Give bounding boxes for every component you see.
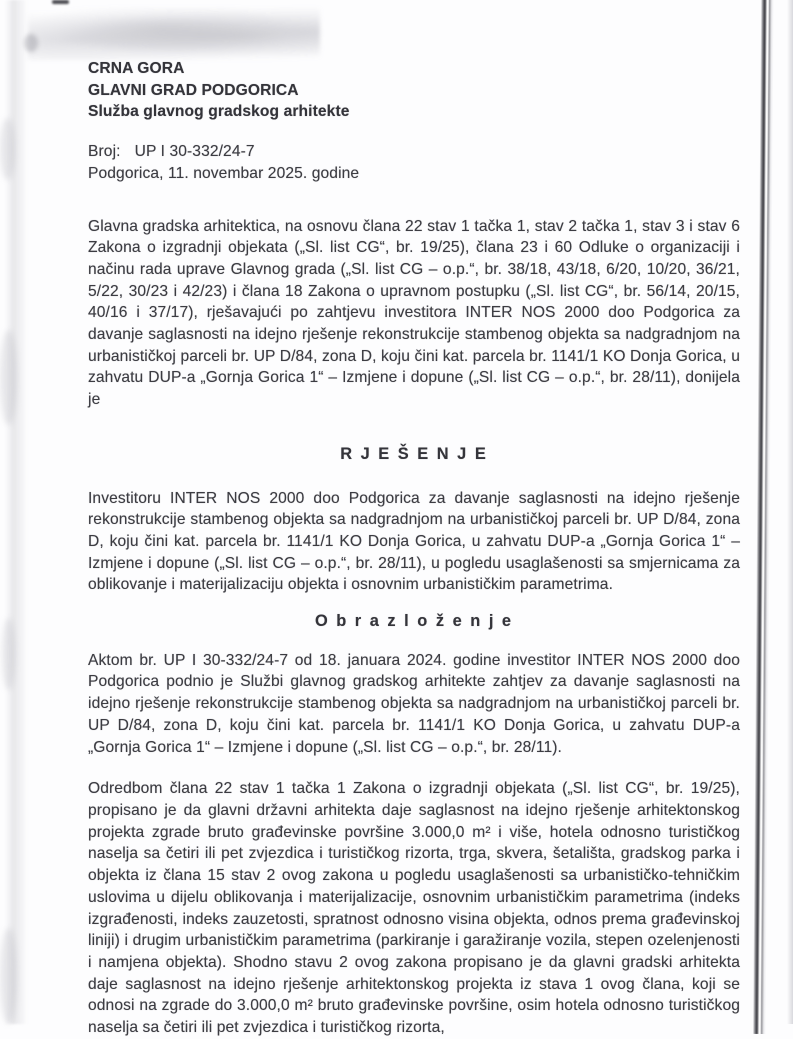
rationale-paragraph-1: Aktom br. UP I 30-332/24-7 od 18. januara 2024. godine investitor INTER NOS 2000 doo Podgorica podnio je Službi glavnog gradskog arhitekte zahtjev za davanje saglasnosti na idejno rješenje rekonstrukcije stambenog objekta sa nadgradnjom na urbanističkoj parceli br. UP D/84, zona D, koju čini kat. parcela br. 1141/1 KO Donja Gorica, u zahvatu DUP-a „Gornja Gorica 1“ – Izmjene i dopune („Sl. list CG – o.p.“, br. 28/11). [88,651,740,756]
scan-left-smudge [2,618,15,690]
reference-block [88,141,740,184]
rationale-paragraph-2: Odredbom člana 22 stav 1 tačka 1 Zakona o izgradnji objekata („Sl. list CG“, br. 19/25), propisano je da glavni državni arhitekta daje saglasnost na idejno rješenje arhitektonskog projekta zgrade bruto građevinske površine 3.000,0 m² i više, hotela odnosno turističkog naselja sa četiri ili pet zvjezdica i turističkog rizorta, trga, skvera, šetališta, gradskog parka i objekta iz člana 15 stav 2 ovog zakona u pogledu usaglašenosti sa urbanističko-tehničkim uslovima u dijelu oblikovanja i materijalizacije, osnovnim urbanističkim parametrima (indeks izgrađenosti, indeks zauzetosti, spratnost odnosno visina objekta, odnos prema građevinskoj liniji) i drugim urbanističkim parametrima (parkiranje i garažiranje vozila, stepen ozelenjenosti i namjena objekta). Shodno stavu 2 ovog zakona propisano je da glavni gradski arhitekta daje saglasnost na idejno rješenje arhitektonskog projekta iz stava 1 ovog člana, koji se odnosi na zgrade do 3.000,0 m² bruto građevinske površine, osim hotela odnosno turističkog naselja sa četiri ili pet zvjezdica i turističkog rizorta, [88,780,740,1037]
scan-left-edge-shadow [5,0,28,1024]
letterhead-city: GLAVNI GRAD PODGORICA [88,81,299,99]
place-date-line: Podgorica, 11. novembar 2025. godine [88,164,360,182]
scan-top-mark-small [24,34,38,52]
scan-top-mark [52,0,69,4]
letterhead-country: CRNA GORA [88,60,185,77]
reference-label: Broj: [88,143,121,161]
scan-right-edge-shadow [787,0,793,1024]
rationale-heading: O b r a z l o ž e n j e [314,612,514,631]
scan-left-smudge [0,330,17,425]
reference-number-line [88,141,740,163]
intro-paragraph: Glavna gradska arhitektica, na osnovu člana 22 stav 1 tačka 1, stav 2 tačka 1, stav 3 i stav 6 Zakona o izgradnji objekata („Sl. list CG“, br. 19/25), člana 23 i 60 Odluke o organizaciji i načinu rada uprave Glavnog grada („Sl. list CG – o.p.“, br. 38/18, 43/18, 6/20, 10/20, 36/21, 5/22, 30/23 i 42/23) i člana 18 Zakona o upravnom postupku („Sl. list CG“, br. 56/14, 20/15, 40/16 i 37/17), rješavajući po zahtjevu investitora INTER NOS 2000 doo Podgorica za davanje saglasnosti na idejno rješenje rekonstrukcije stambenog objekta sa nadgradnjom na urbanističkoj parceli br. UP D/84, zona D, koju čini kat. parcela br. 1141/1 KO Donja Gorica, u zahvatu DUP-a „Gornja Gorica 1“ – Izmjene i dopune („Sl. list CG – o.p.“, br. 28/11), donijela je [88,217,740,409]
decision-paragraph: Investitoru INTER NOS 2000 doo Podgorica za davanje saglasnosti na idejno rješenje rekonstrukcije stambenog objekta sa nadgradnjom na urbanističkoj parceli br. UP D/84, zona D, koju čini kat. parcela br. 1141/1 KO Donja Gorica, u zahvatu DUP-a „Gornja Gorica 1“ – Izmjene i dopune („Sl. list CG – o.p.“, br. 28/11), u pogledu usaglašenosti sa smjernicama za oblikovanje i materijalizaciju objekta i osnovnim urbanističkim parametrima. [88,489,740,594]
reference-number: UP I 30-332/24-7 [134,143,255,161]
letterhead-office: Služba glavnog gradskog arhitekte [88,103,350,121]
decision-heading: R J E Š E N J E [340,444,488,463]
document-content [88,0,740,1039]
scan-left-smudge [0,118,15,180]
page-edge-fold-line [753,0,774,1034]
letterhead [88,58,740,123]
scan-left-smudge [0,928,17,1024]
